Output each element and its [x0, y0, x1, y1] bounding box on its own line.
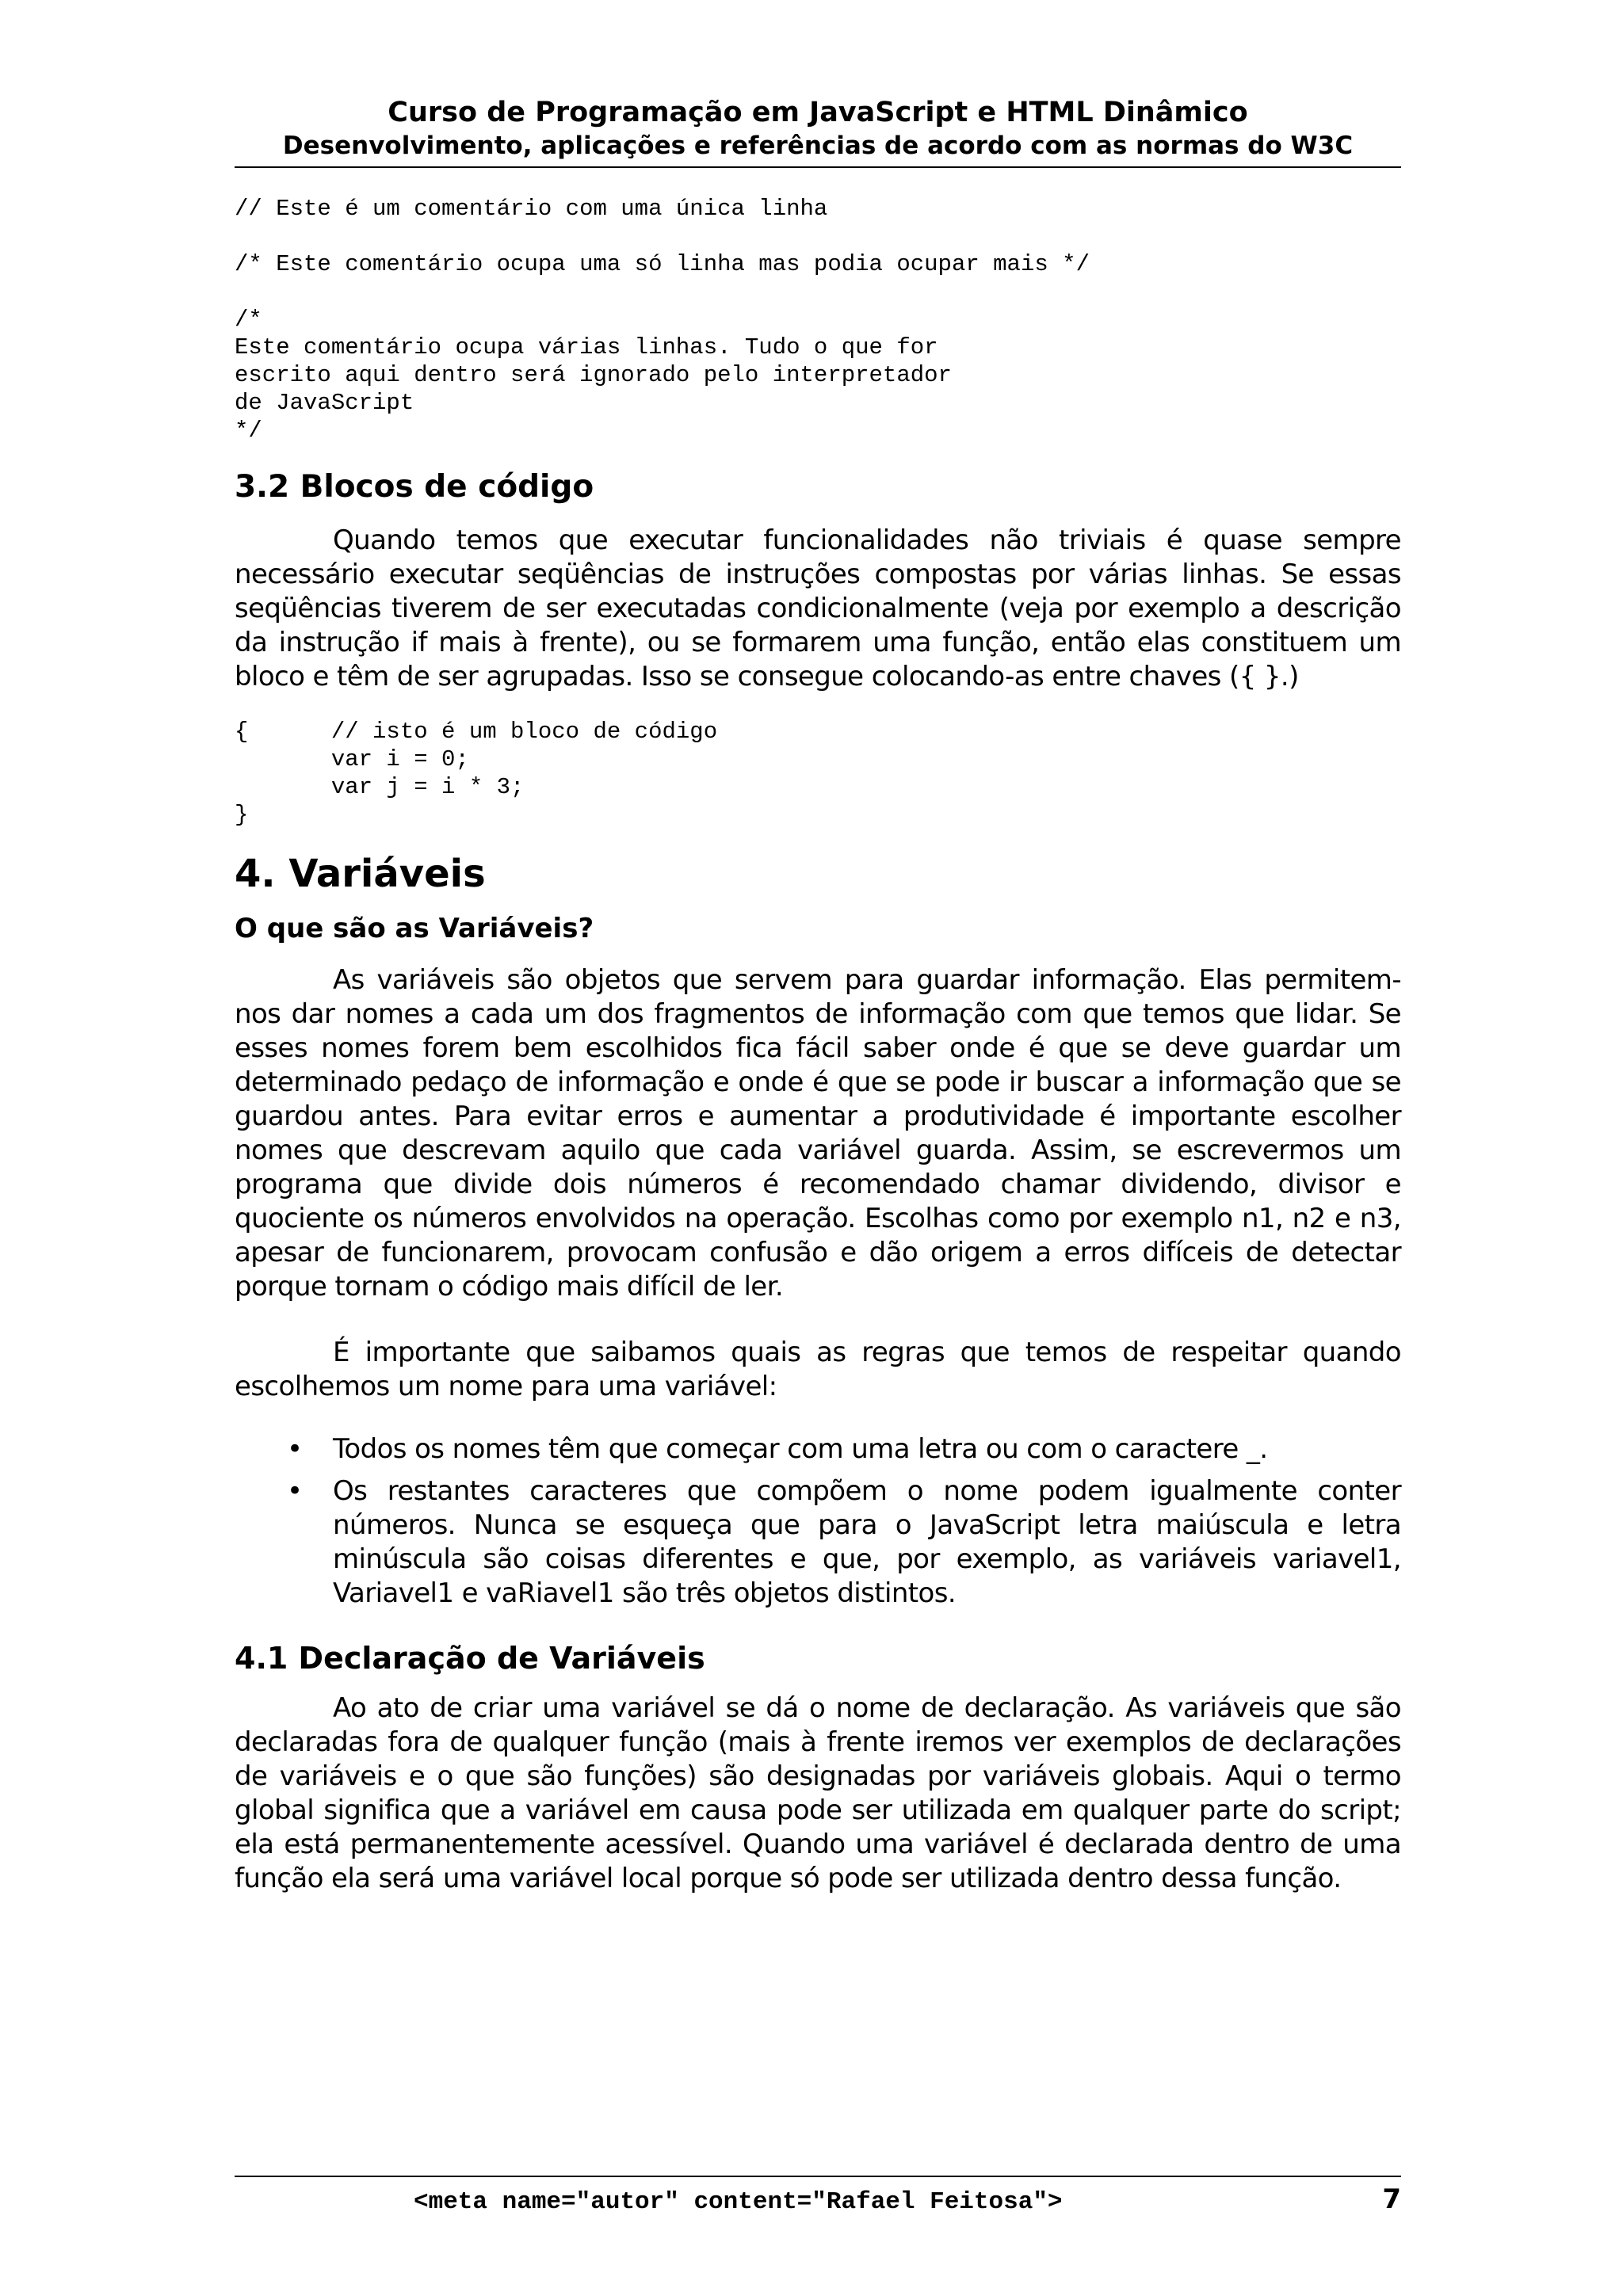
naming-rules-list: [235, 1432, 1401, 1611]
section-4-1-paragraph: Ao ato de criar uma variável se dá o nome de declaração. As variáveis que são declaradas fora de qualquer função (mais à frente iremos ver exemplos de declarações de variáveis e o que são funções) são designadas por variáveis globais. Aqui o termo global significa que a variável em causa pode ser utilizada em qualquer parte do script; ela está permanentemente acessível. Quando uma variável é declarada dentro de uma função ela será uma variável local porque só pode ser utilizada dentro dessa função.: [235, 1692, 1401, 1894]
bullet-icon: •: [287, 1475, 303, 1507]
page-footer: [235, 2176, 1401, 2225]
rule-text: Os restantes caracteres que compõem o nome podem igualmente conter números. Nunca se esqueça que para o JavaScript letra maiúscula e letra minúscula são coisas diferentes e que, por exemplo, as variáveis variavel1, Variavel1 e vaRiavel1 são três objetos distintos.: [333, 1475, 1401, 1609]
code-block-example: { // isto é um bloco de código var i = 0; var j = i * 3; }: [235, 719, 718, 828]
bullet-icon: •: [287, 1433, 303, 1465]
footer-meta-tag: <meta name="autor" content="Rafael Feitosa">: [414, 2188, 1063, 2216]
section-3-2-paragraph: Quando temos que executar funcionalidades não triviais é quase sempre necessário executar seqüências de instruções compostas por várias linhas. Se essas seqüências tiverem de ser executadas condicionalmente (veja por exemplo a descrição da instrução if mais à frente), ou se formarem uma função, então elas constituem um bloco e têm de ser agrupadas. Isso se consegue colocando-as entre chaves ({ }.): [235, 524, 1401, 692]
list-item: [235, 1432, 1401, 1466]
page-number: 7: [1382, 2183, 1401, 2215]
chapter-4-subheading: O que são as Variáveis?: [235, 913, 594, 944]
code-comment-multi-line: /* Este comentário ocupa várias linhas. Tudo o que for escrito aqui dentro será ignorado pelo interpretador de JavaScript */: [235, 307, 952, 444]
page-header: [235, 95, 1401, 168]
chapter-heading-4: 4. Variáveis: [235, 852, 486, 896]
code-comment-single-line: // Este é um comentário com uma única linha: [235, 196, 828, 222]
section-heading-4-1: 4.1 Declaração de Variáveis: [235, 1641, 705, 1676]
list-item: [235, 1474, 1401, 1611]
section-heading-3-2: 3.2 Blocos de código: [235, 469, 594, 505]
chapter-4-paragraph-2: É importante que saibamos quais as regras que temos de respeitar quando escolhemos um nome para uma variável:: [235, 1337, 1401, 1402]
document-page: [235, 95, 1401, 1896]
header-title: Curso de Programação em JavaScript e HTML Dinâmico: [388, 97, 1248, 128]
header-subtitle: Desenvolvimento, aplicações e referências de acordo com as normas do W3C: [282, 132, 1354, 160]
rule-text: Todos os nomes têm que começar com uma letra ou com o caractere _.: [333, 1433, 1268, 1465]
chapter-4-paragraph-1: As variáveis são objetos que servem para guardar informação. Elas permitem-nos dar nomes a cada um dos fragmentos de informação com que temos que lidar. Se esses nomes forem bem escolhidos fica fácil saber onde é que se deve guardar um determinado pedaço de informação e onde é que se pode ir buscar a informação que se guardou antes. Para evitar erros e aumentar a produtividade é importante escolher nomes que descrevam aquilo que cada variável guarda. Assim, se escrevermos um programa que divide dois números é recomendado chamar dividendo, divisor e quociente os números envolvidos na operação. Escolhas como por exemplo n1, n2 e n3, apesar de funcionarem, provocam confusão e dão origem a erros difíceis de detectar porque tornam o código mais difícil de ler.: [235, 964, 1401, 1302]
code-comment-one-line-block: /* Este comentário ocupa uma só linha mas podia ocupar mais */: [235, 251, 1090, 277]
